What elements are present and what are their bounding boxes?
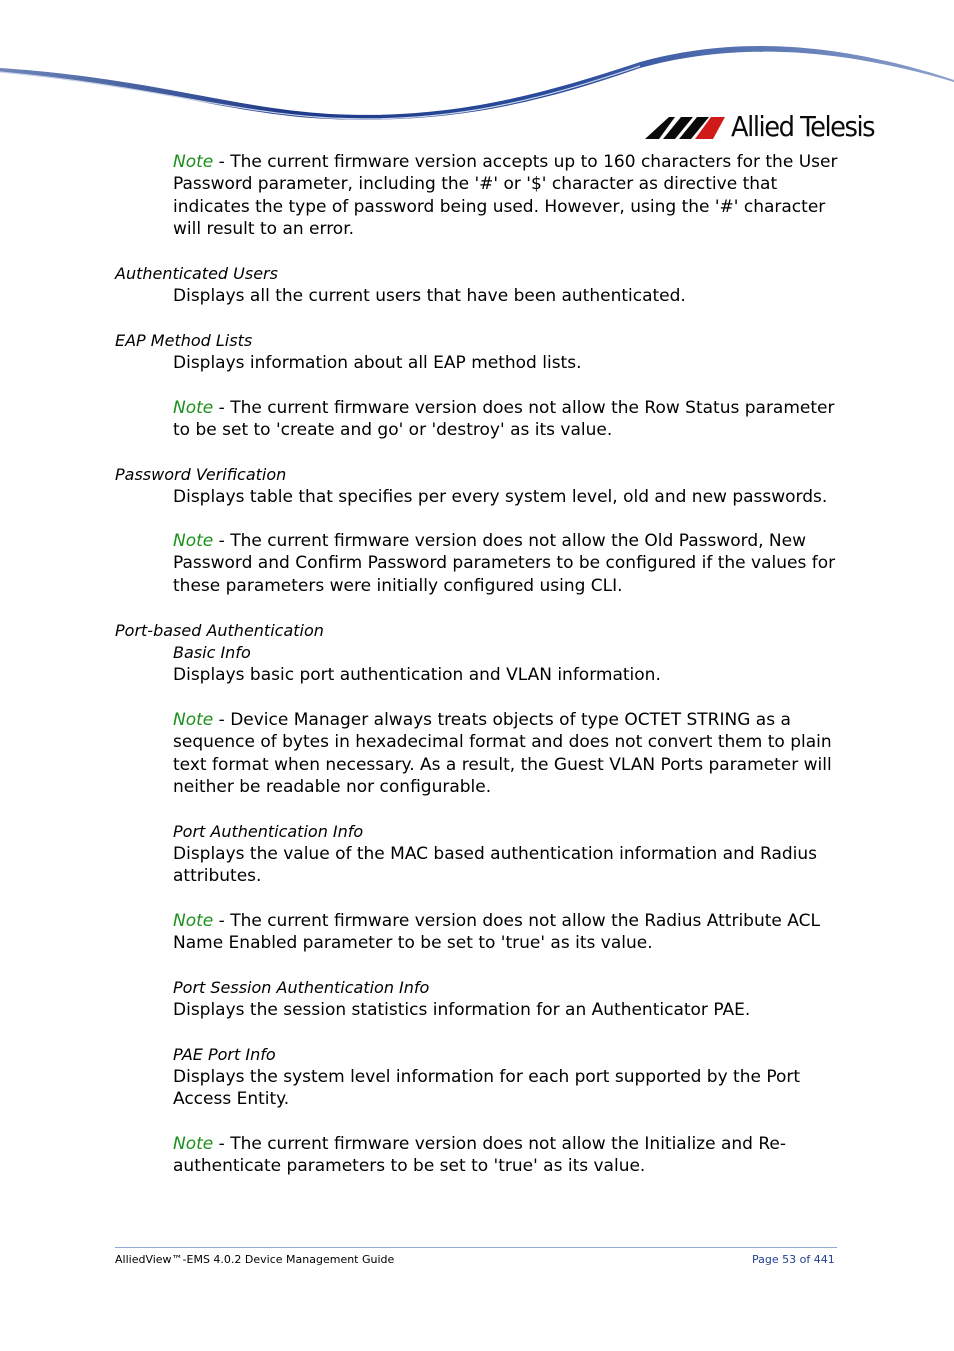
note-label: Note bbox=[173, 531, 214, 551]
section-description: Displays all the current users that have been authenticated. bbox=[173, 286, 686, 306]
note-text: - The current firmware version does not allow the Old Password, New Password and Confirm Password parameters to be configured if the values for these parameters were initially configured using CLI. bbox=[173, 531, 836, 596]
note-text: - The current firmware version does not allow the Radius Attribute ACL Name Enabled parameter to be set to 'true' as its value. bbox=[173, 911, 820, 954]
note-label: Note bbox=[173, 152, 214, 172]
note-label: Note bbox=[173, 710, 214, 730]
brand-name: Allied Telesis bbox=[731, 110, 875, 143]
note-paragraph bbox=[173, 709, 845, 799]
note-label: Note bbox=[173, 1134, 214, 1154]
section-heading-port-based-authentication: Port-based Authentication bbox=[115, 621, 324, 640]
section-heading-authenticated-users: Authenticated Users bbox=[115, 264, 278, 283]
note-paragraph bbox=[173, 151, 845, 241]
section-description: Displays information about all EAP method lists. bbox=[173, 353, 582, 373]
note-paragraph bbox=[173, 397, 845, 442]
note-text: - The current firmware version does not allow the Initialize and Re-authenticate parameters to be set to 'true' as its value. bbox=[173, 1134, 786, 1177]
subsection-heading-pae-port-info: PAE Port Info bbox=[173, 1045, 276, 1064]
footer-document-title: AlliedView™-EMS 4.0.2 Device Management Guide bbox=[115, 1253, 395, 1266]
allied-telesis-logo-mark-icon bbox=[645, 113, 727, 141]
note-paragraph bbox=[173, 1133, 845, 1178]
footer-page-number: Page 53 of 441 bbox=[752, 1253, 835, 1266]
note-text: - The current firmware version accepts up to 160 characters for the User Password parameter, including the '#' or '$' character as directive that indicates the type of password being used. However, using the '#' character will result to an error. bbox=[173, 152, 838, 240]
note-text: - Device Manager always treats objects of type OCTET STRING as a sequence of bytes in hexadecimal format and does not convert them to plain text format when necessary. As a result, the Guest VLAN Ports parameter will neither be readable nor configurable. bbox=[173, 710, 832, 798]
section-description: Displays the value of the MAC based authentication information and Radius attributes. bbox=[173, 844, 818, 887]
note-paragraph bbox=[173, 530, 845, 597]
section-description: Displays basic port authentication and VLAN information. bbox=[173, 665, 661, 685]
footer-divider bbox=[115, 1247, 837, 1248]
allied-telesis-logo bbox=[645, 110, 887, 144]
subsection-heading-port-authentication-info: Port Authentication Info bbox=[173, 822, 364, 841]
section-heading-password-verification: Password Verification bbox=[115, 465, 287, 484]
note-label: Note bbox=[173, 398, 214, 418]
section-heading-eap-method-lists: EAP Method Lists bbox=[115, 331, 253, 350]
note-label: Note bbox=[173, 911, 214, 931]
subsection-heading-port-session-authentication-info: Port Session Authentication Info bbox=[173, 978, 430, 997]
subsection-heading-basic-info: Basic Info bbox=[173, 643, 251, 662]
note-text: - The current firmware version does not allow the Row Status parameter to be set to 'create and go' or 'destroy' as its value. bbox=[173, 398, 835, 441]
note-paragraph bbox=[173, 910, 845, 955]
section-description: Displays the system level information for each port supported by the Port Access Entity. bbox=[173, 1067, 801, 1110]
section-description: Displays table that specifies per every system level, old and new passwords. bbox=[173, 487, 828, 507]
section-description: Displays the session statistics information for an Authenticator PAE. bbox=[173, 1000, 751, 1020]
